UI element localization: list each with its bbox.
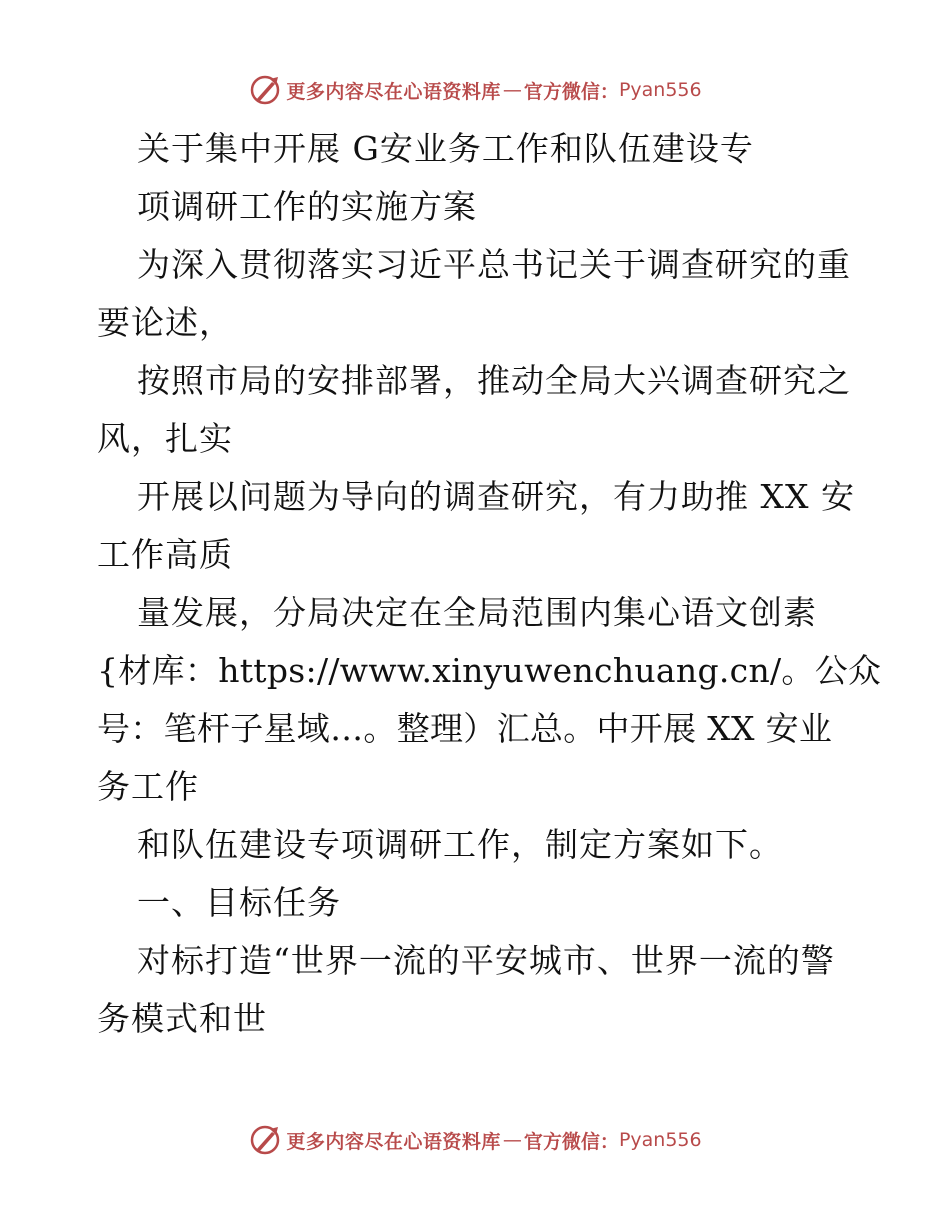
header-banner [0, 70, 950, 110]
doc-paragraph-line: 要论述， [97, 303, 233, 342]
doc-paragraph-line: 对标打造“世界一流的平安城市、世界一流的警 [137, 941, 835, 980]
doc-paragraph-line: 开展以问题为导向的调查研究，有力助推 XX 安 [137, 477, 855, 516]
banner-separator: — [502, 79, 522, 101]
doc-paragraph-line: {材库：https://www.xinyuwenchuang.cn/。公众 [97, 651, 882, 690]
doc-title-line-1: 关于集中开展 G安业务工作和队伍建设专 [137, 129, 754, 168]
doc-paragraph-line: 量发展，分局决定在全局范围内集心语文创素 [137, 593, 817, 632]
doc-paragraph-line: 按照市局的安排部署，推动全局大兴调查研究之 [137, 361, 851, 400]
doc-section-heading: 一、目标任务 [137, 883, 341, 922]
banner-main-text: 更多内容尽在心语资料库 [286, 80, 501, 103]
doc-paragraph-line: 号：笔杆子星域…。整理）汇总。中开展 XX 安业 [97, 709, 833, 748]
doc-title-line-2: 项调研工作的实施方案 [137, 187, 477, 226]
banner-wechat-label: 官方微信： [523, 80, 619, 103]
doc-paragraph-line: 务工作 [97, 767, 199, 806]
doc-paragraph-line: 务模式和世 [97, 999, 267, 1038]
banner-wechat-id: Pyan556 [618, 1129, 702, 1151]
banner-separator: — [502, 1129, 522, 1151]
quill-pen-circle-icon [248, 73, 282, 107]
footer-banner [0, 1120, 950, 1160]
doc-paragraph-line: 为深入贯彻落实习近平总书记关于调查研究的重 [137, 245, 851, 284]
doc-paragraph-line: 风，扎实 [97, 419, 233, 458]
banner-wechat-id: Pyan556 [618, 79, 702, 101]
document-body [97, 120, 882, 1048]
doc-paragraph-line: 和队伍建设专项调研工作，制定方案如下。 [137, 825, 783, 864]
doc-paragraph-line: 工作高质 [97, 535, 233, 574]
quill-pen-circle-icon [248, 1123, 282, 1157]
banner-main-text: 更多内容尽在心语资料库 [286, 1130, 501, 1153]
banner-wechat-label: 官方微信： [523, 1130, 619, 1153]
